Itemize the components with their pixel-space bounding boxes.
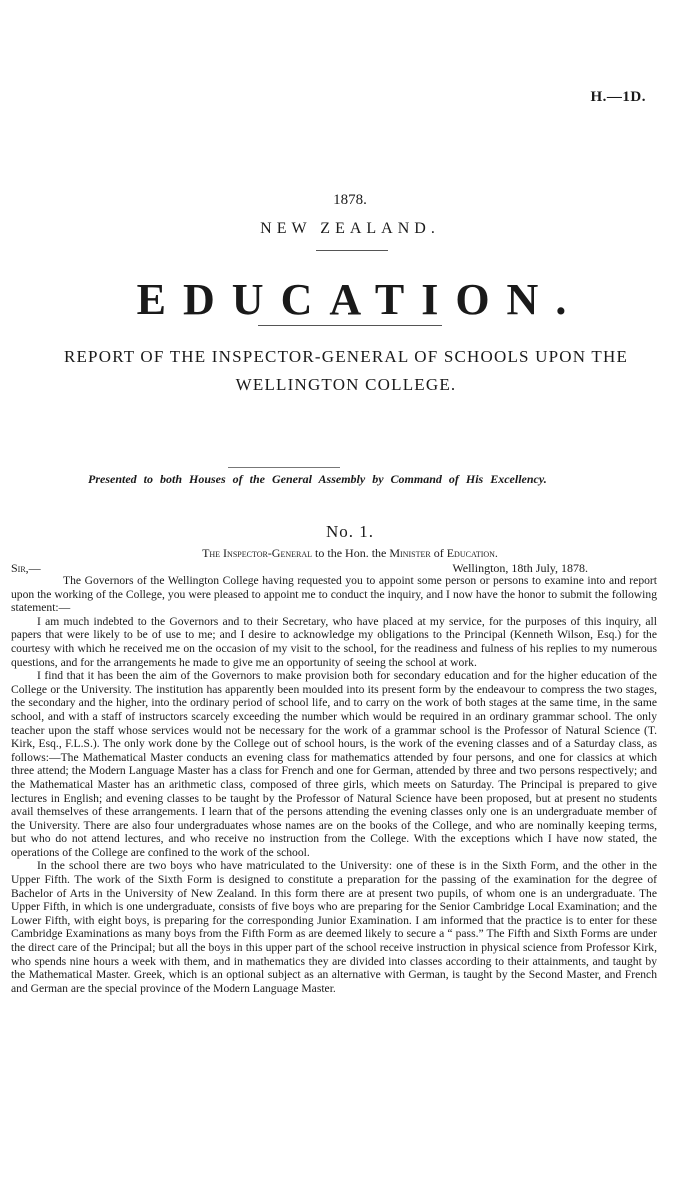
paragraph: The Governors of the Wellington College having requested you to appoint some person or persons to examine into and report upon the working of the College, you were pleased to appoint me to conduct the inquiry, and I now have the honor to submit the following statement:— xyxy=(11,574,657,615)
address-minister: Minister xyxy=(389,546,431,560)
paper-reference: H.—1D. xyxy=(590,89,646,105)
divider-rule xyxy=(228,467,340,468)
country-heading: NEW ZEALAND. xyxy=(260,220,440,237)
letter-number: No. 1. xyxy=(325,522,375,541)
address-hon: Hon. xyxy=(345,546,369,560)
address-to-word: to the xyxy=(315,546,343,560)
report-title: REPORT OF THE INSPECTOR-GENERAL OF SCHOOLS UPON THE WELLINGTON COLLEGE. xyxy=(63,347,629,394)
presented-note: Presented to both Houses of the General Assembly by Command of His Excellency. xyxy=(88,472,547,486)
year: 1878. xyxy=(333,192,367,208)
address-dept: Education. xyxy=(446,546,498,560)
divider-rule xyxy=(258,325,442,326)
divider-rule xyxy=(316,250,388,251)
paragraph: I find that it has been the aim of the Governors to make provision both for secondary education and for the higher education of the College or the University. The institution has apparently been moulded into its present form by the endeavour to compress the two stages, the secondary and the higher, into the ordinary period of school life, and to carry on the work of both stages at the same time, in the same school, and with a staff of instructors scarcely exceeding the number which would be required in an ordinary grammar school. The only teacher upon the staff whose services would not be necessary for the work of a grammar school is the Professor of Natural Science (T. Kirk, Esq., F.L.S.). The only work done by the College out of school hours, is the work of the evening classes and of a Saturday class, as follows:—The Mathematical Master conducts an evening class for mathematics attended by four persons, and one for classics at which three attend; the Modern Language Master has a class for French and one for German, attended by three and two persons respectively; and the Mathematical Master has an arithmetic class, composed of three girls, which meets on Saturday. The Principal is prepared to give lectures in English; and evening classes to be taught by the Professor of Natural Science have been proposed, but at present no students avail themselves of these arrangements. I learn that of the persons attending the evening classes only one is an undergraduate member of the University. There are also four undergraduates whose names are on the books of the College, and who are nominally keeping terms, but who do not attend lectures, and who receive no instruction from the College. With the exceptions which I have now stated, the operations of the College are confined to the work of the school. xyxy=(11,669,657,859)
date-line: Wellington, 18th July, 1878. xyxy=(452,561,588,575)
main-title: EDUCATION. xyxy=(136,275,584,324)
address-of-word: of xyxy=(433,546,444,560)
paragraph: I am much indebted to the Governors and to their Secretary, who have placed at my service, for the purposes of this inquiry, all papers that were likely to be of use to me; and I desire to acknowledge my obligations to the Principal (Kenneth Wilson, Esq.) for the courtesy with which he received me on the occasion of my visit to the school, for the readiness and fulness of his replies to my numerous questions, and for the arrangements he made to give me an opportunity of seeing the school at work. xyxy=(11,614,657,669)
address-the-word: the xyxy=(371,546,387,560)
salutation: Sir,— xyxy=(11,561,41,575)
paragraph: In the school there are two boys who have matriculated to the University: one of these is in the Sixth Form, and the other in the Upper Fifth. The work of the Sixth Form is designed to constitute a preparation for the passing of the examination for the degree of Bachelor of Arts in the University of New Zealand. In this form there are at present two pupils, of whom one is an undergraduate. The Upper Fifth, in which is one undergraduate, consists of five boys who are preparing for the Senior Cambridge Local Examination; and the Lower Fifth, with eight boys, is preparing for the corresponding Junior Examination. I am informed that the practice is to enter for these Cambridge Examinations as many boys from the Fifth Form as are deemed likely to secure a “ pass.” The Fifth and Sixth Forms are under the direct care of the Principal; but all the boys in this upper part of the school receive instruction in physical science from Professor Kirk, who spends nine hours a week with them, and in mathematics they are divided into classes according to their attainments, and taught by the Mathematical Master. Greek, which is an optional subject as an alternative with German, is taught by the Second Master, and French and German are the special province of the Modern Language Master. xyxy=(11,859,657,995)
letter-body xyxy=(11,574,657,995)
letter-address xyxy=(0,546,700,561)
address-from: The Inspector-General xyxy=(202,546,313,560)
